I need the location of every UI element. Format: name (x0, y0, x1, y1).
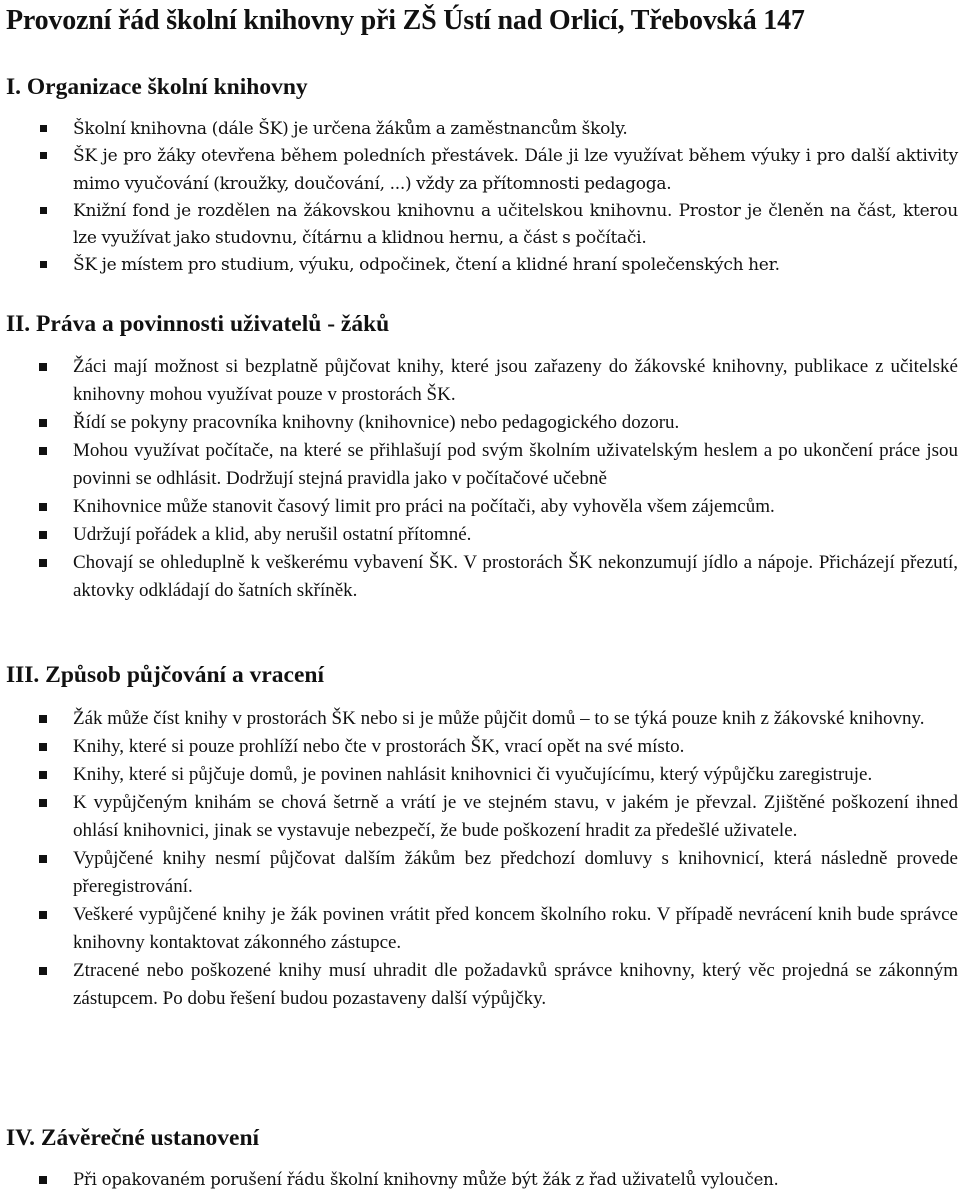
section-heading-3: III. Způsob půjčování a vracení (6, 662, 324, 688)
section-list-1 (0, 116, 960, 280)
list-item: Vypůjčené knihy nesmí půjčovat dalším žákům bez předchozí domluvy s knihovnicí, která následně provede přeregistrování. (0, 845, 960, 901)
bullet-icon (40, 261, 47, 268)
bullet-icon (39, 967, 47, 975)
bullet-icon (40, 152, 47, 159)
bullet-icon (39, 855, 47, 863)
list-item: Mohou využívat počítače, na které se přihlašují pod svým školním uživatelským heslem a po ukončení práce jsou povinni se odhlásit. Dodržují stejná pravidla jako v počítačové učebně (0, 437, 960, 493)
list-item: Knihovnice může stanovit časový limit pro práci na počítači, aby vyhověla všem zájemcům. (0, 493, 960, 521)
bullet-icon (39, 531, 47, 539)
bullet-icon (40, 125, 47, 132)
bullet-icon (39, 419, 47, 427)
bullet-icon (39, 911, 47, 919)
section-heading-1: I. Organizace školní knihovny (6, 74, 308, 100)
list-item: K vypůjčeným knihám se chová šetrně a vrátí je ve stejném stavu, v jakém je převzal. Zjištěné poškození ihned ohlásí knihovnici, jinak se vystavuje nebezpečí, že bude poškození hradit za předešlé uživatele. (0, 789, 960, 845)
bullet-icon (39, 771, 47, 779)
list-item: Žáci mají možnost si bezplatně půjčovat knihy, které jsou zařazeny do žákovské knihovny, publikace z učitelské knihovny mohou využívat pouze v prostorách ŠK. (0, 353, 960, 409)
bullet-icon (40, 207, 47, 214)
bullet-icon (39, 447, 47, 455)
bullet-icon (39, 503, 47, 511)
list-item: Ztracené nebo poškozené knihy musí uhradit dle požadavků správce knihovny, který věc projedná se zákonným zástupcem. Po dobu řešení budou pozastaveny další výpůjčky. (0, 957, 960, 1013)
list-item: Veškeré vypůjčené knihy je žák povinen vrátit před koncem školního roku. V případě nevrácení knih bude správce knihovny kontaktovat zákonného zástupce. (0, 901, 960, 957)
list-item: Udržují pořádek a klid, aby nerušil ostatní přítomné. (0, 521, 960, 549)
list-item: Chovají se ohleduplně k veškerému vybavení ŠK. V prostorách ŠK nekonzumují jídlo a nápoje. Přicházejí přezutí, aktovky odkládají do šatních skříněk. (0, 549, 960, 605)
section-heading-4: IV. Závěrečné ustanovení (6, 1125, 260, 1151)
section-list-4 (0, 1166, 960, 1194)
section-heading-2: II. Práva a povinnosti uživatelů - žáků (6, 311, 390, 337)
document-title: Provozní řád školní knihovny při ZŠ Ústí nad Orlicí, Třebovská 147 (6, 5, 805, 36)
section-list-3 (0, 705, 960, 1013)
bullet-icon (39, 363, 47, 371)
section-list-2 (0, 353, 960, 605)
list-item: Knihy, které si půjčuje domů, je povinen nahlásit knihovnici či vyučujícímu, který výpůjčku zaregistruje. (0, 761, 960, 789)
bullet-icon (39, 1176, 47, 1184)
list-item: ŠK je pro žáky otevřena během poledních přestávek. Dále ji lze využívat během výuky i pro další aktivity mimo vyučování (kroužky, doučování, ...) vždy za přítomnosti pedagoga. (0, 143, 960, 198)
list-item: Řídí se pokyny pracovníka knihovny (knihovnice) nebo pedagogického dozoru. (0, 409, 960, 437)
bullet-icon (39, 715, 47, 723)
bullet-icon (39, 799, 47, 807)
bullet-icon (39, 559, 47, 567)
list-item: Žák může číst knihy v prostorách ŠK nebo si je může půjčit domů – to se týká pouze knih z žákovské knihovny. (0, 705, 960, 733)
list-item: Knižní fond je rozdělen na žákovskou knihovnu a učitelskou knihovnu. Prostor je členěn na část, kterou lze využívat jako studovnu, čítárnu a klidnou hernu, a část s počítači. (0, 198, 960, 253)
list-item: ŠK je místem pro studium, výuku, odpočinek, čtení a klidné hraní společenských her. (0, 252, 960, 279)
bullet-icon (39, 743, 47, 751)
list-item: Knihy, které si pouze prohlíží nebo čte v prostorách ŠK, vrací opět na své místo. (0, 733, 960, 761)
list-item: Školní knihovna (dále ŠK) je určena žákům a zaměstnancům školy. (0, 116, 960, 143)
list-item: Při opakovaném porušení řádu školní knihovny může být žák z řad uživatelů vyloučen. (0, 1166, 960, 1194)
